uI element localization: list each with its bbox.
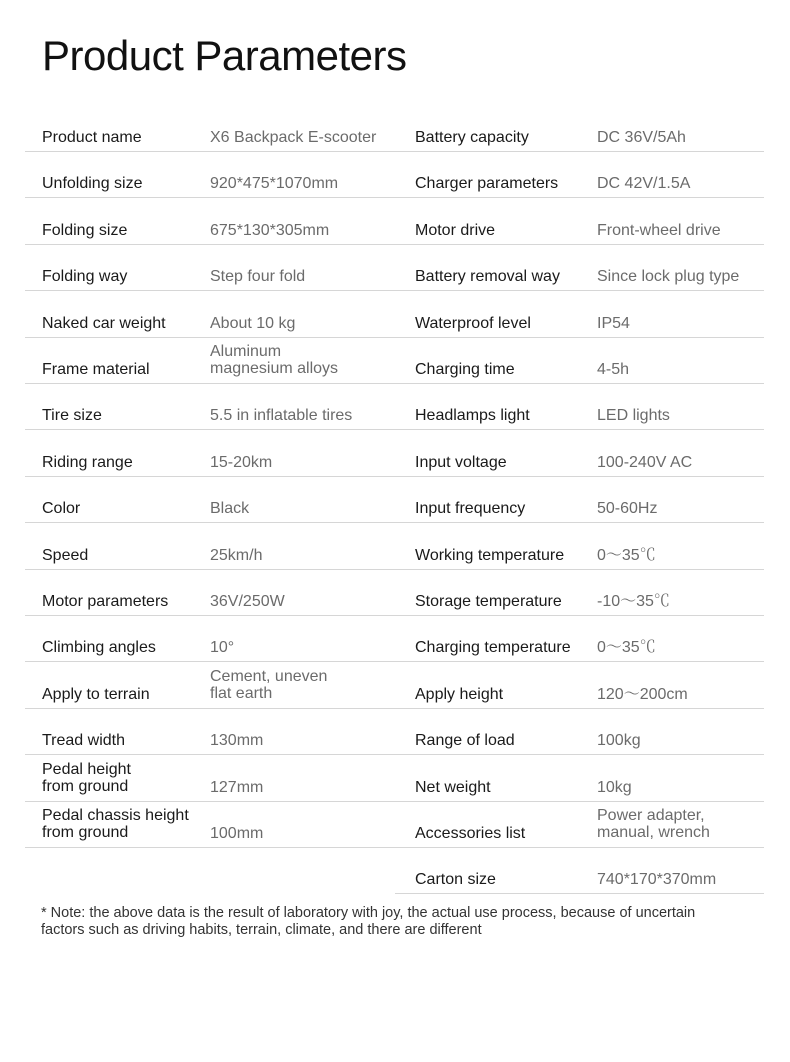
spec-value: 120～200cm <box>597 685 688 703</box>
spec-value: DC 42V/1.5A <box>597 175 691 193</box>
spec-value: Aluminum magnesium alloys <box>210 343 339 377</box>
spec-label: Net weight <box>415 778 491 796</box>
left-spec-row <box>25 151 395 198</box>
spec-label: Pedal chassis height from ground <box>42 807 189 841</box>
right-spec-row <box>395 198 764 245</box>
spec-value: 10° <box>210 639 235 657</box>
footnote: * Note: the above data is the result of laboratory with joy, the actual use process, because of uncertain factors such as driving habits, terrain, climate, and there are different <box>41 905 696 938</box>
spec-value: Black <box>210 500 250 518</box>
right-spec-row <box>395 383 764 430</box>
spec-value: 0～35℃ <box>597 546 656 564</box>
spec-value: 130mm <box>210 732 264 750</box>
spec-label: Carton size <box>415 871 496 889</box>
spec-value: About 10 kg <box>210 314 296 332</box>
spec-label: Charging time <box>415 361 515 378</box>
spec-label: Unfolding size <box>42 175 143 193</box>
spec-value: 5.5 in inflatable tires <box>210 407 353 425</box>
spec-label: Input frequency <box>415 500 526 518</box>
right-spec-row <box>395 430 764 477</box>
spec-label: Tire size <box>42 407 102 425</box>
spec-label: Riding range <box>42 453 133 471</box>
right-spec-row <box>395 755 764 802</box>
right-spec-row <box>395 105 764 152</box>
spec-value: -10～35℃ <box>597 593 670 610</box>
left-spec-row <box>25 291 395 338</box>
left-spec-row <box>25 801 395 848</box>
right-spec-row <box>395 662 764 709</box>
left-spec-row <box>25 523 395 570</box>
left-spec-row <box>25 476 395 523</box>
right-spec-row <box>395 708 764 755</box>
spec-label: Naked car weight <box>42 314 166 332</box>
spec-value: Step four fold <box>210 268 306 286</box>
spec-value: 127mm <box>210 778 264 796</box>
left-spec-row <box>25 383 395 430</box>
spec-value: Since lock plug type <box>597 268 740 286</box>
spec-label: Motor parameters <box>42 593 169 610</box>
left-spec-row <box>25 755 395 802</box>
spec-value: 675*130*305mm <box>210 221 330 239</box>
spec-label: Color <box>42 500 81 518</box>
left-spec-row <box>25 337 395 384</box>
spec-value: 740*170*370mm <box>597 871 717 889</box>
spec-label: Storage temperature <box>415 593 562 610</box>
spec-label: Tread width <box>42 732 125 750</box>
spec-value: Front-wheel drive <box>597 221 721 239</box>
left-spec-row <box>25 198 395 245</box>
spec-value: DC 36V/5Ah <box>597 129 686 146</box>
page-title: Product Parameters <box>42 32 407 79</box>
spec-label: Headlamps light <box>415 407 530 425</box>
spec-label: Working temperature <box>415 546 565 564</box>
left-spec-row <box>25 569 395 616</box>
right-spec-row <box>395 569 764 616</box>
right-spec-row <box>395 523 764 570</box>
right-spec-row <box>395 244 764 291</box>
spec-label: Pedal height from ground <box>42 760 131 795</box>
spec-label: Battery removal way <box>415 268 560 286</box>
right-spec-row <box>395 337 764 384</box>
spec-value: 100mm <box>210 825 264 842</box>
left-spec-row <box>25 244 395 291</box>
spec-value: 920*475*1070mm <box>210 175 339 193</box>
left-spec-row <box>25 708 395 755</box>
right-spec-row <box>395 801 764 848</box>
right-spec-row <box>395 291 764 338</box>
spec-value: 100kg <box>597 732 641 750</box>
spec-value: Power adapter, manual, wrench <box>597 807 710 841</box>
left-spec-row <box>25 105 395 152</box>
right-spec-row <box>395 615 764 662</box>
right-spec-row <box>395 476 764 523</box>
spec-label: Range of load <box>415 732 515 750</box>
spec-label: Apply to terrain <box>42 685 150 703</box>
spec-value: IP54 <box>597 314 630 332</box>
spec-label: Apply height <box>415 685 504 703</box>
spec-label: Charging temperature <box>415 639 571 657</box>
spec-value: X6 Backpack E-scooter <box>210 129 377 146</box>
spec-label: Battery capacity <box>415 129 529 146</box>
spec-label: Waterproof level <box>415 314 531 332</box>
left-spec-row <box>25 662 395 709</box>
spec-value: 36V/250W <box>210 593 285 610</box>
spec-label: Frame material <box>42 361 150 378</box>
spec-value: 25km/h <box>210 546 263 564</box>
spec-value: 4-5h <box>597 361 630 378</box>
spec-value: 15-20km <box>210 453 273 471</box>
spec-value: 10kg <box>597 778 632 796</box>
spec-label: Folding size <box>42 221 128 239</box>
spec-label: Motor drive <box>415 221 496 239</box>
left-spec-row <box>25 615 395 662</box>
spec-value: 50-60Hz <box>597 500 658 518</box>
spec-label: Folding way <box>42 268 128 286</box>
spec-value: LED lights <box>597 407 670 425</box>
left-spec-row <box>25 430 395 477</box>
spec-label: Climbing angles <box>42 639 156 657</box>
spec-label: Input voltage <box>415 453 507 471</box>
spec-label: Speed <box>42 546 89 564</box>
spec-label: Product name <box>42 129 142 146</box>
right-spec-row <box>395 151 764 198</box>
right-spec-row <box>395 847 764 894</box>
spec-value: 0～35℃ <box>597 639 656 657</box>
spec-label: Charger parameters <box>415 175 559 193</box>
spec-label: Accessories list <box>415 825 526 842</box>
spec-value: 100-240V AC <box>597 453 693 471</box>
spec-value: Cement, uneven flat earth <box>210 667 328 702</box>
